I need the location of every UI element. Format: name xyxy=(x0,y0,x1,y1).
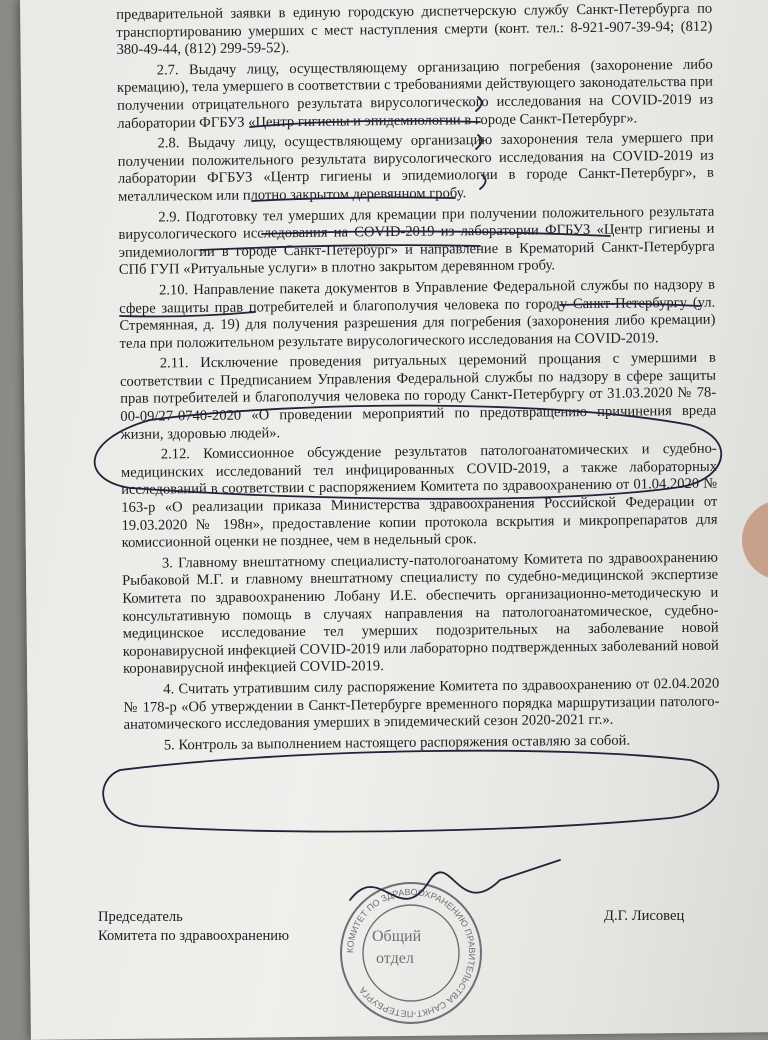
stamp-center-line2: отдел xyxy=(376,950,414,967)
paragraph-intro: предварительной заявки в единую городскую диспетчерскую службу Санкт-Петербурга по транспортированию умерших с мест наступления смерти (конт. тел.: 8-921-907-39-94; (812) 380-49-44, (812) 299-59-52). xyxy=(116,0,713,59)
paragraph-2-11: 2.11. Исключение проведения ритуальных церемоний прощания с умершими в соответствии с Предписанием Управления Федеральной службы по надзору в сфере защиты прав потребителей и благополучия человека по городу Санкт-Петербургу от 31.03.2020 № 78-00-09/27-0740-2020 «О проведении мероприятий по предотвращению причинения вреда жизни, здоровью людей». xyxy=(119,349,717,443)
signatory-title-line1: Председатель xyxy=(98,909,183,925)
paragraph-2-12: 2.12. Комиссионное обсуждение результатов патологоанатомических и судебно-медицинских исследований тел инфицированных COVID-2019, а также лабораторных исследований в соответствии с распоряжением Комитета по здравоохранению от 01.04.2020 № 163-р «О реализации приказа Министерства здравоохранения Российской Федерации от 19.03.2020 № 198н», предоставление копии протокола вскрытия и микропрепаратов для комиссионной оценки не позднее, чем в недельный срок. xyxy=(120,440,718,552)
paragraph-2-7: 2.7. Выдачу лицу, осуществляющему организацию погребения (захоронение либо кремацию), тела умершего в соответствии с требованиями действующего законодательства при получении отрицательного результата вирусологического исследования на COVID-2019 из лаборатории ФГБУЗ «Центр гигиены и эпидемиологии в городе Санкт-Петербург». xyxy=(116,56,714,132)
stamp-center-line1: Общий xyxy=(372,928,422,945)
signatory-title-line2: Комитета по здравоохранению xyxy=(98,928,289,944)
paragraph-5: 5. Контроль за выполнением настоящего распоряжения оставляю за собой. xyxy=(163,732,631,754)
signatory-name: Д.Г. Лисовец xyxy=(604,908,685,924)
paragraph-2-9: 2.9. Подготовку тел умерших для кремации при получении положительного результата вирусологического исследования на COVID-2019 из лаборатории ФГБУЗ «Центр гигиены и эпидемиологии в городе Санкт-Петербург» и направление в Крематорий Санкт-Петербурга СПб ГУП «Ритуальные услуги» в плотно закрытом деревянном гробу. xyxy=(118,203,715,279)
paragraph-2-8: 2.8. Выдачу лицу, осуществляющему организацию захоронения тела умершего при получении положительного результата вирусологического исследования на COVID-2019 из лаборатории ФГБУЗ «Центр гигиены и эпидемиологии в городе Санкт-Петербург», в металлическом или плотно закрытом деревянном гробу. xyxy=(117,129,714,205)
paragraph-3: 3. Главному внештатному специалисту-патологоанатому Комитета по здравоохранению Рыбаковой М.Г. и главному внештатному специалисту по судебно-медицинской экспертизе Комитета по здравоохранению Лобану И.Е. обеспечить организационно-методическую и консультативную помощь в случаях направления на патологоанатомическое, судебно-медицинское исследование тел умерших подозрительных на заболевание новой коронавирусной инфекцией COVID-2019 или лабораторно подтвержденных заболеваний новой коронавирусной инфекцией COVID-2019. xyxy=(122,549,719,678)
stamp-ring-text: КОМИТЕТ ПО ЗДРАВООХРАНЕНИЮ ПРАВИТЕЛЬСТВА САНКТ-ПЕТЕРБУРГА xyxy=(344,886,478,1020)
document-body xyxy=(116,1,720,759)
paragraph-4: 4. Считать утратившим силу распоряжение Комитета по здравоохранению от 02.04.2020 № 178-р «Об утверждении в Санкт-Петербурге временного порядка маршрутизации патолого-анатомического исследования умерших в эпидемический сезон 2020-2021 гг.». xyxy=(123,675,720,734)
signatory-title xyxy=(98,908,289,946)
paragraph-2-10: 2.10. Направление пакета документов в Управление Федеральной службы по надзору в сфере защиты прав потребителей и благополучия человека по городу Санкт-Петербургу (ул. Стремянная, д. 19) для получения разрешения для погребения (захоронения либо кремации) тела при положительном результате вирусологического исследования на COVID-2019. xyxy=(119,276,716,352)
